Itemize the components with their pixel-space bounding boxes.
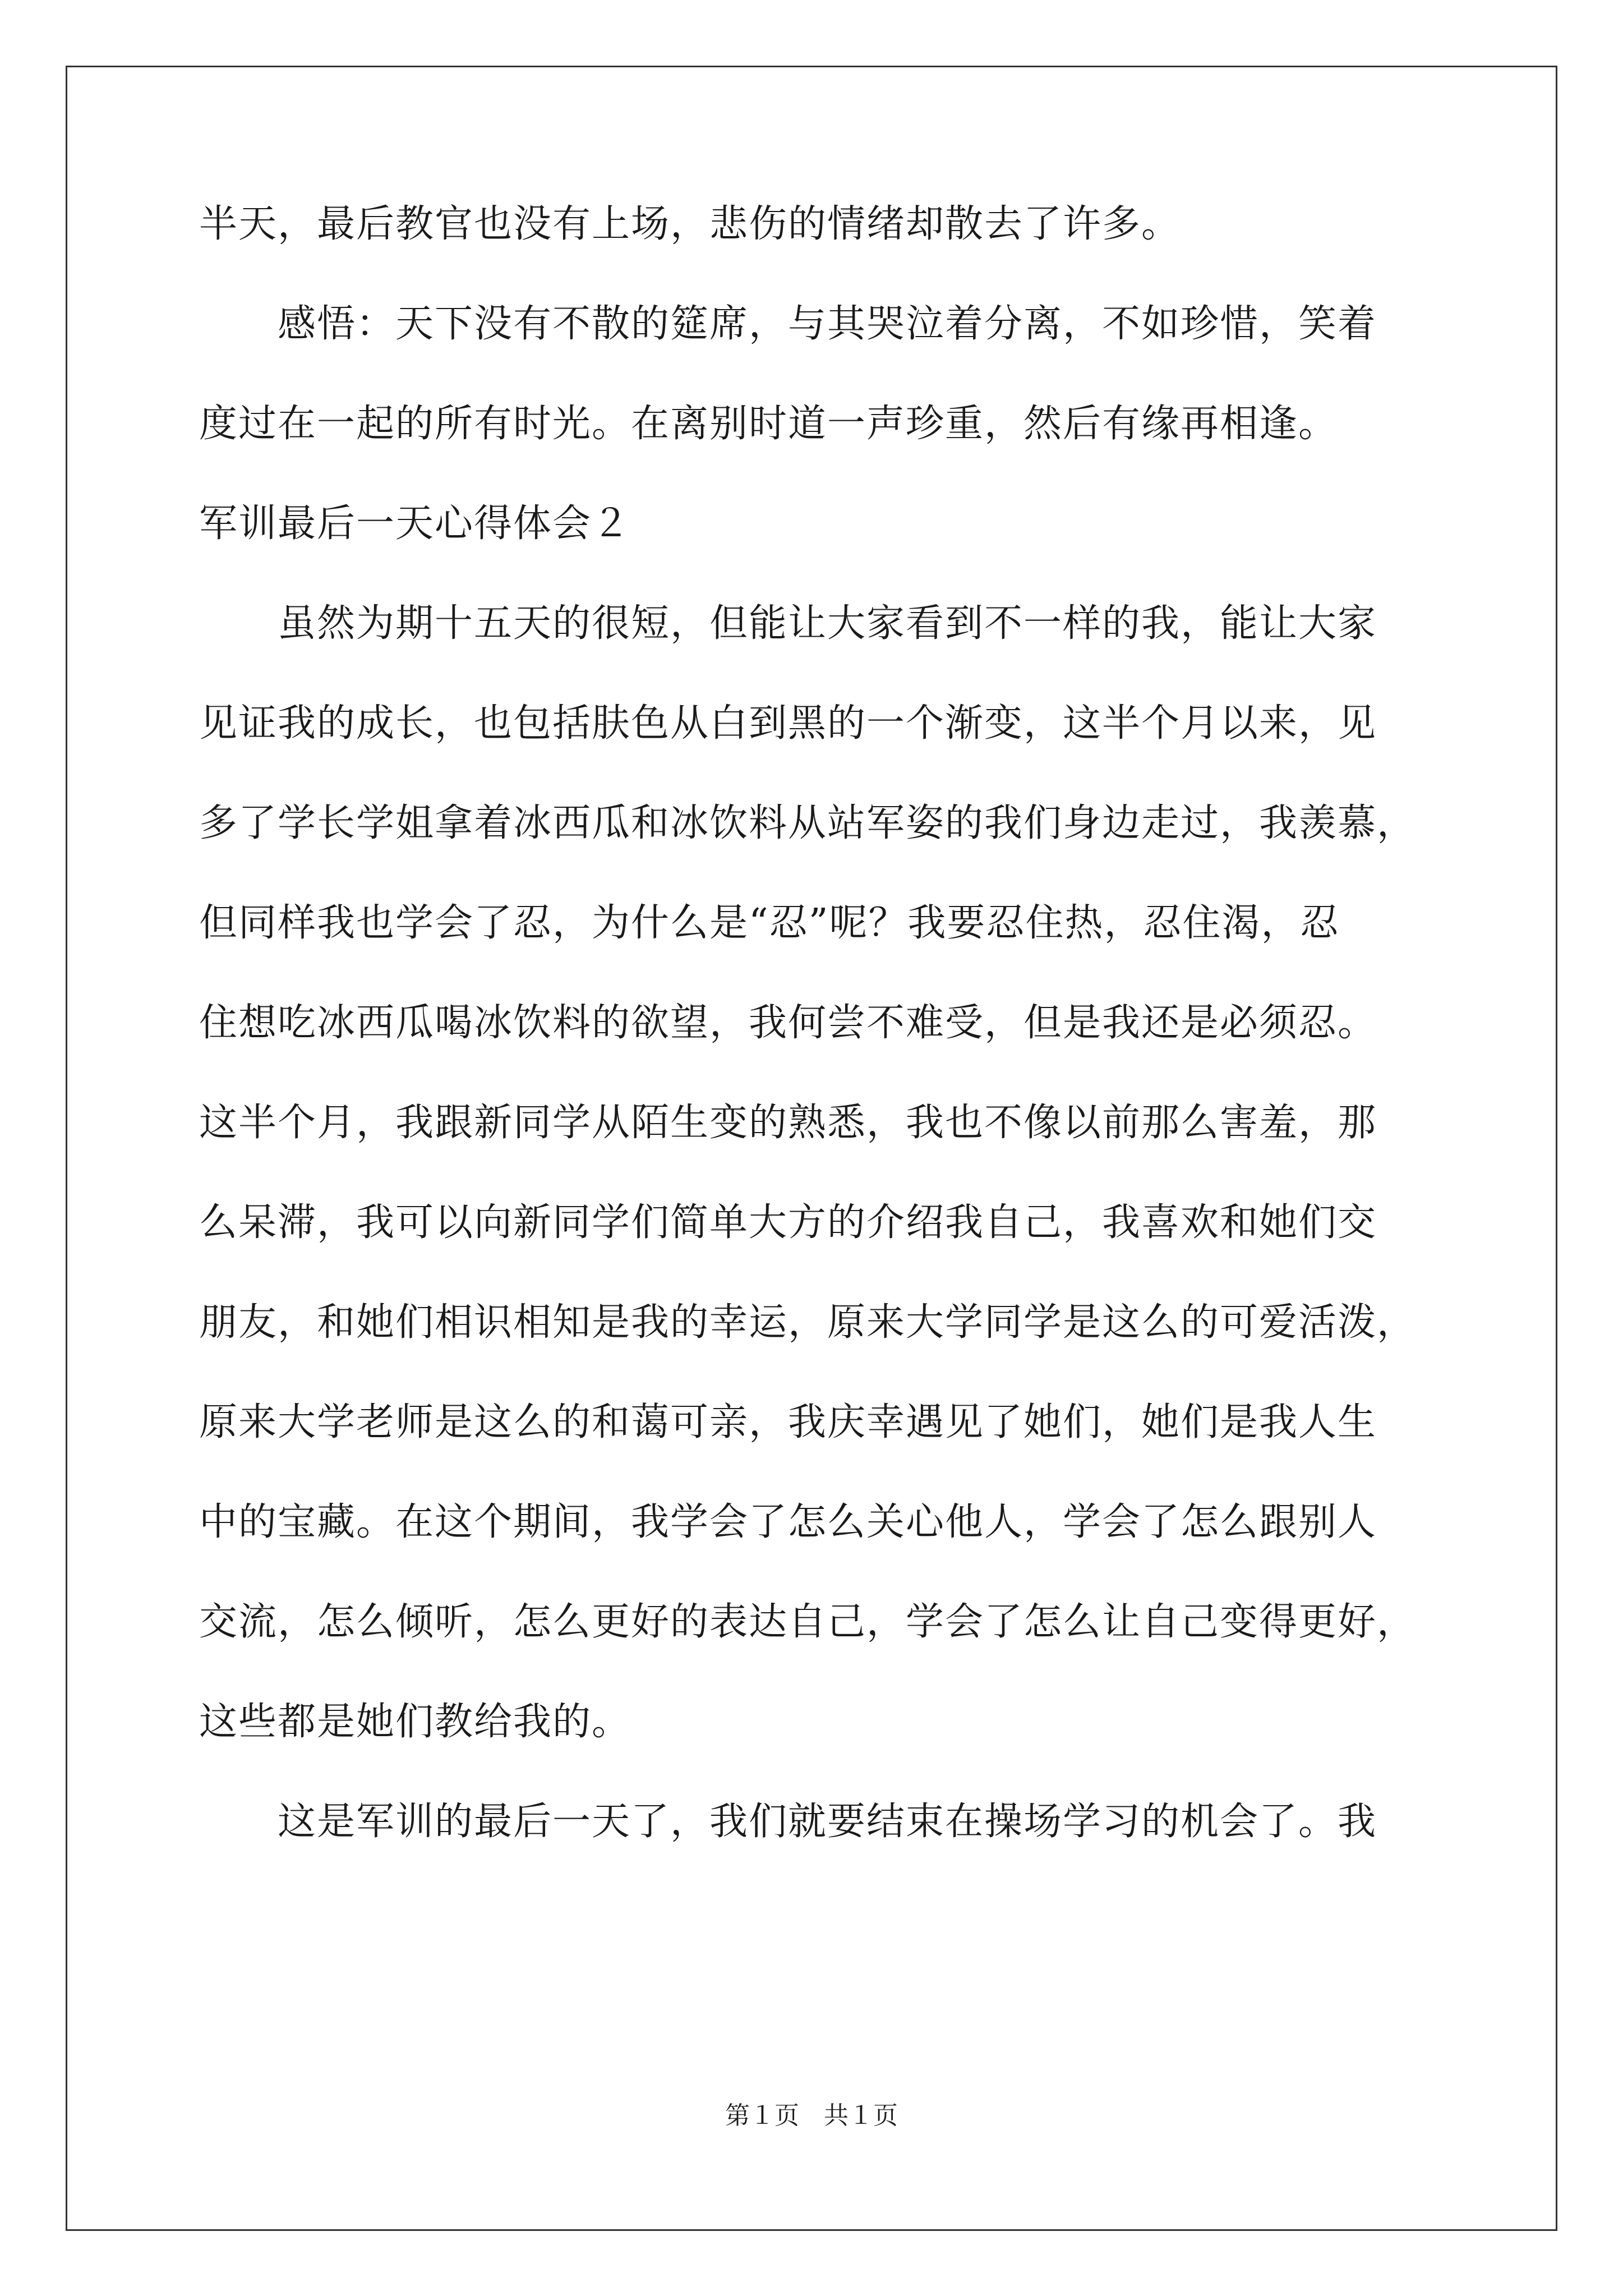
page-number-footer: 第１页 共１页 (725, 2101, 898, 2130)
text-line: 见证我的成长，也包括肤色从白到黑的一个渐变，这半个月以来，见 (199, 701, 1377, 746)
text-line: 但同样我也学会了忍，为什么是“忍”呢？我要忍住热，忍住渴，忍 (199, 901, 1340, 945)
text-line: 这半个月，我跟新同学从陌生变的熟悉，我也不像以前那么害羞，那 (199, 1101, 1377, 1145)
text-line: 半天，最后教官也没有上场，悲伤的情绪却散去了许多。 (199, 202, 1181, 246)
text-line: 中的宝藏。在这个期间，我学会了怎么关心他人，学会了怎么跟别人 (199, 1500, 1377, 1544)
text-line: 多了学长学姐拿着冰西瓜和冰饮料从站军姿的我们身边走过，我羡慕， (199, 801, 1417, 845)
text-line: 这是军训的最后一天了，我们就要结束在操场学习的机会了。我 (199, 1800, 1377, 1844)
text-line: 原来大学老师是这么的和蔼可亲，我庆幸遇见了她们，她们是我人生 (199, 1400, 1377, 1444)
text-line: 度过在一起的所有时光。在离别时道一声珍重，然后有缘再相逢。 (199, 402, 1338, 446)
section-heading: 军训最后一天心得体会２ (199, 501, 631, 546)
text-line: 么呆滞，我可以向新同学们简单大方的介绍我自己，我喜欢和她们交 (199, 1200, 1377, 1245)
text-line: 感悟：天下没有不散的筵席，与其哭泣着分离，不如珍惜，笑着 (199, 302, 1377, 346)
text-line: 这些都是她们教给我的。 (199, 1700, 631, 1744)
text-line: 虽然为期十五天的很短，但能让大家看到不一样的我，能让大家 (199, 601, 1377, 646)
text-line: 住想吃冰西瓜喝冰饮料的欲望，我何尝不难受，但是我还是必须忍。 (199, 1001, 1377, 1045)
text-line: 交流，怎么倾听，怎么更好的表达自己，学会了怎么让自己变得更好， (199, 1600, 1417, 1644)
text-line: 朋友，和她们相识相知是我的幸运，原来大学同学是这么的可爱活泼， (199, 1300, 1417, 1345)
